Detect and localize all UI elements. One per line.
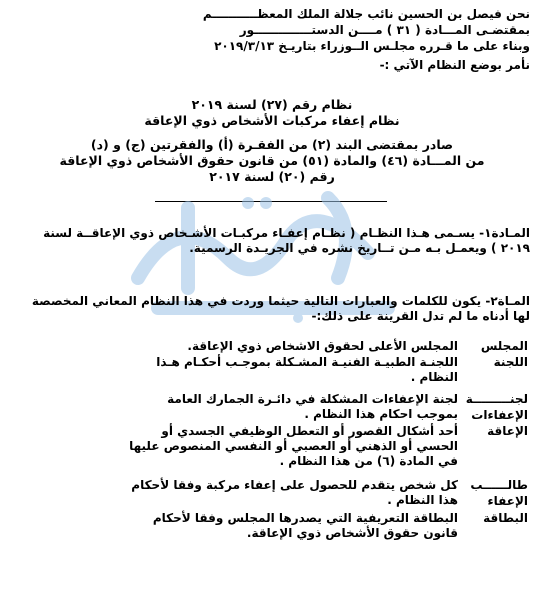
article-2 bbox=[14, 294, 530, 324]
header-divider bbox=[155, 201, 387, 202]
definition-term: البطاقة bbox=[483, 511, 528, 525]
issued-line-2: من المـــادة (٤٦) والمادة (٥١) من قانون حقوق الأشخاص ذوي الإعاقة bbox=[59, 153, 485, 168]
definition-text: المجلس الأعلى لحقوق الاشخاص ذوي الإعاقة. bbox=[187, 339, 458, 353]
preamble-line-1: نحن فيصل بن الحسين نائب جلالة الملك المعظـــــــــــم bbox=[202, 7, 530, 21]
definition-text: البطاقة التعريفية التي يصدرها المجلس وفقا لأحكام قانون حقوق الأشخاص ذوي الإعاقة. bbox=[152, 511, 458, 540]
definition-term: المجلس bbox=[480, 339, 528, 353]
definition-term: الإعاقة bbox=[487, 424, 528, 438]
preamble-line-3: وبناء على ما قـرره مجلـس الــوزراء بتاريـخ ٢٠١٩/٣/١٣ bbox=[214, 39, 530, 53]
definition-text: أحد أشكال القصور أو التعطل الوظيفي الجسدي أو الحسي أو الذهني أو العصبي أو النفسي المنصوص عليها في المادة (٦) من هذا النظام . bbox=[129, 424, 458, 468]
definition-term-continued: الإعفاء bbox=[487, 494, 528, 508]
definition-text: كل شخص يتقدم للحصول على إعفاء مركبة وفقا لأحكام هذا النظام . bbox=[131, 478, 458, 507]
issued-line-3: رقم (٢٠) لسنة ٢٠١٧ bbox=[209, 169, 335, 184]
definition-text: لجنة الإعفاءات المشكلة في دائـرة الجمارك العامة بموجب احكام هذا النظام . bbox=[167, 392, 458, 421]
preamble-line-4: نأمر بوضع النظام الآتي :- bbox=[379, 58, 530, 72]
regulation-title: نظام إعفاء مركبات الأشخاص ذوي الإعاقة bbox=[144, 113, 400, 128]
issued-line-1: صادر بمقتضى البند (٢) من الفقـرة (أ) والفقرتين (ج) و (د) bbox=[90, 137, 454, 152]
definition-term: اللجنة bbox=[493, 355, 528, 369]
article-1-label: المـادة١- يسـمى هـذا النظـام bbox=[359, 226, 530, 240]
preamble-line-2: بمقتضـى المـــادة ( ٣١ ) مــــن الدستــــــــــــــور bbox=[239, 23, 530, 37]
definition-text: اللجنـة الطبيـة الفنيـة المشـكلة بموجـب أحكـام هـذا النظام . bbox=[156, 355, 458, 384]
article-2-label: المـاة٢- bbox=[485, 294, 530, 308]
definition-term-continued: الإعفاءات bbox=[471, 408, 528, 422]
regulation-number: نظام رقم (٢٧) لسنة ٢٠١٩ bbox=[191, 97, 353, 112]
definition-term: طالــــــب bbox=[470, 478, 528, 492]
definition-term: لجنـــــــــة bbox=[465, 392, 528, 406]
article-1-text: ( نظـام إعفـاء مركبـات الأشـخاص ذوي الإعاقــة لسنة ٢٠١٩ ) ويعمـل بـه مـن تــاريخ نشره في الجريـدة الرسمية. bbox=[43, 226, 530, 255]
article-2-text: يكون للكلمات والعبارات التالية حيثما وردت في هذا النظام المعاني المخصصة لها أدناه ما لم تدل القرينة على ذلك:- bbox=[31, 294, 530, 323]
article-1 bbox=[14, 226, 530, 256]
